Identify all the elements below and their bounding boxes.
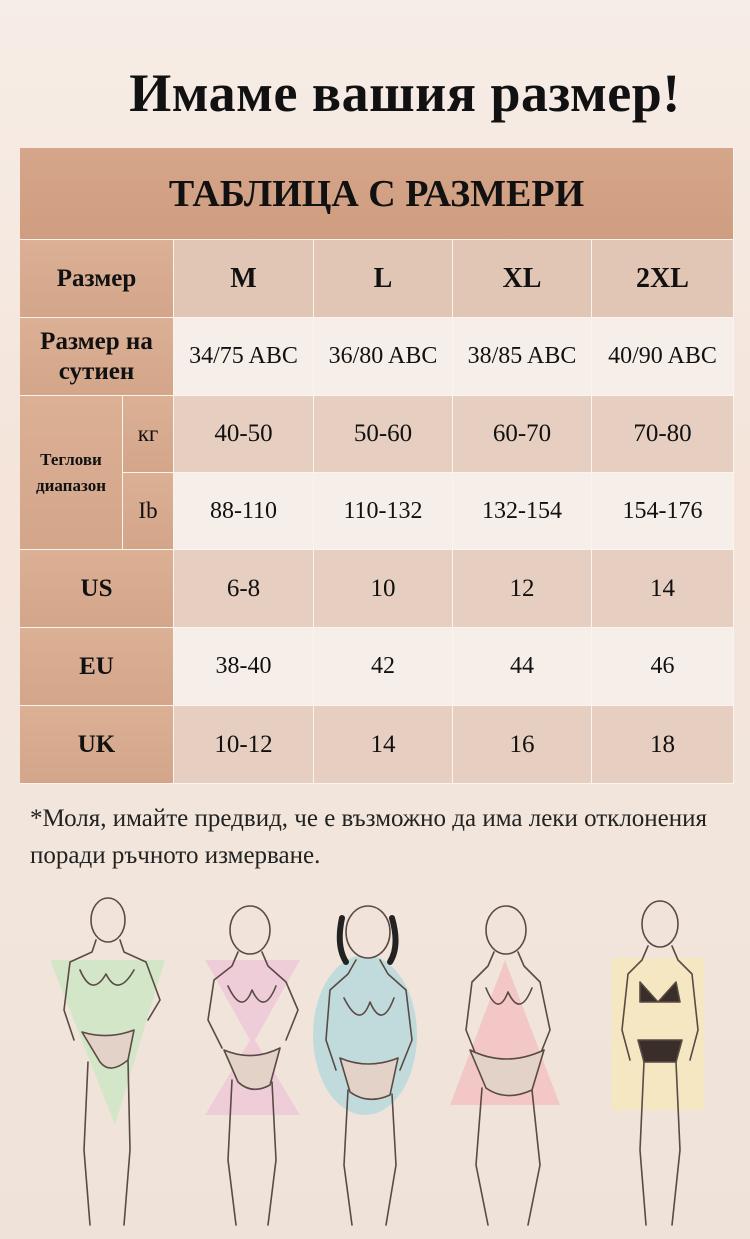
us-cell: 14 — [592, 550, 734, 628]
lb-cell: 110-132 — [314, 473, 453, 550]
lb-cell: 132-154 — [453, 473, 592, 550]
kg-unit-label: кг — [123, 396, 174, 473]
bra-cell: 34/75 ABC — [174, 318, 314, 396]
size-header-l: L — [314, 240, 453, 318]
kg-cell: 70-80 — [592, 396, 734, 473]
size-chart-table — [20, 148, 734, 784]
us-label: US — [20, 550, 174, 628]
figure-outline — [466, 906, 550, 1225]
uk-cell: 16 — [453, 706, 592, 784]
kg-cell: 50-60 — [314, 396, 453, 473]
lb-unit-label: Ib — [123, 473, 174, 550]
bra-cell: 40/90 ABC — [592, 318, 734, 396]
table-title: ТАБЛИЦА С РАЗМЕРИ — [20, 148, 734, 240]
uk-label: UK — [20, 706, 174, 784]
bra-cell: 36/80 ABC — [314, 318, 453, 396]
size-header-2xl: 2XL — [592, 240, 734, 318]
kg-cell: 60-70 — [453, 396, 592, 473]
figure-outline — [208, 906, 298, 1225]
us-cell: 12 — [453, 550, 592, 628]
measurement-note: *Моля, имайте предвид, че е възможно да има леки отклонения поради ръчното измерване. — [30, 805, 708, 869]
bra-cell: 38/85 ABC — [453, 318, 592, 396]
us-cell: 10 — [314, 550, 453, 628]
weight-range-label: Теглови диапазон — [20, 396, 123, 550]
body-shape-illustrations — [0, 890, 750, 1235]
eu-cell: 42 — [314, 628, 453, 706]
eu-label: EU — [20, 628, 174, 706]
bra-size-label: Размер на сутиен — [20, 318, 174, 396]
size-header-xl: XL — [453, 240, 592, 318]
us-cell: 6-8 — [174, 550, 314, 628]
lb-cell: 88-110 — [174, 473, 314, 550]
rectangle-shape — [612, 958, 704, 1110]
lb-cell: 154-176 — [592, 473, 734, 550]
eu-cell: 38-40 — [174, 628, 314, 706]
uk-cell: 14 — [314, 706, 453, 784]
uk-cell: 18 — [592, 706, 734, 784]
kg-cell: 40-50 — [174, 396, 314, 473]
figure-outline — [64, 898, 160, 1225]
eu-cell: 44 — [453, 628, 592, 706]
size-header-m: M — [174, 240, 314, 318]
eu-cell: 46 — [592, 628, 734, 706]
size-label: Размер — [20, 240, 174, 318]
page-headline: Имаме вашия размер! — [129, 63, 681, 123]
uk-cell: 10-12 — [174, 706, 314, 784]
